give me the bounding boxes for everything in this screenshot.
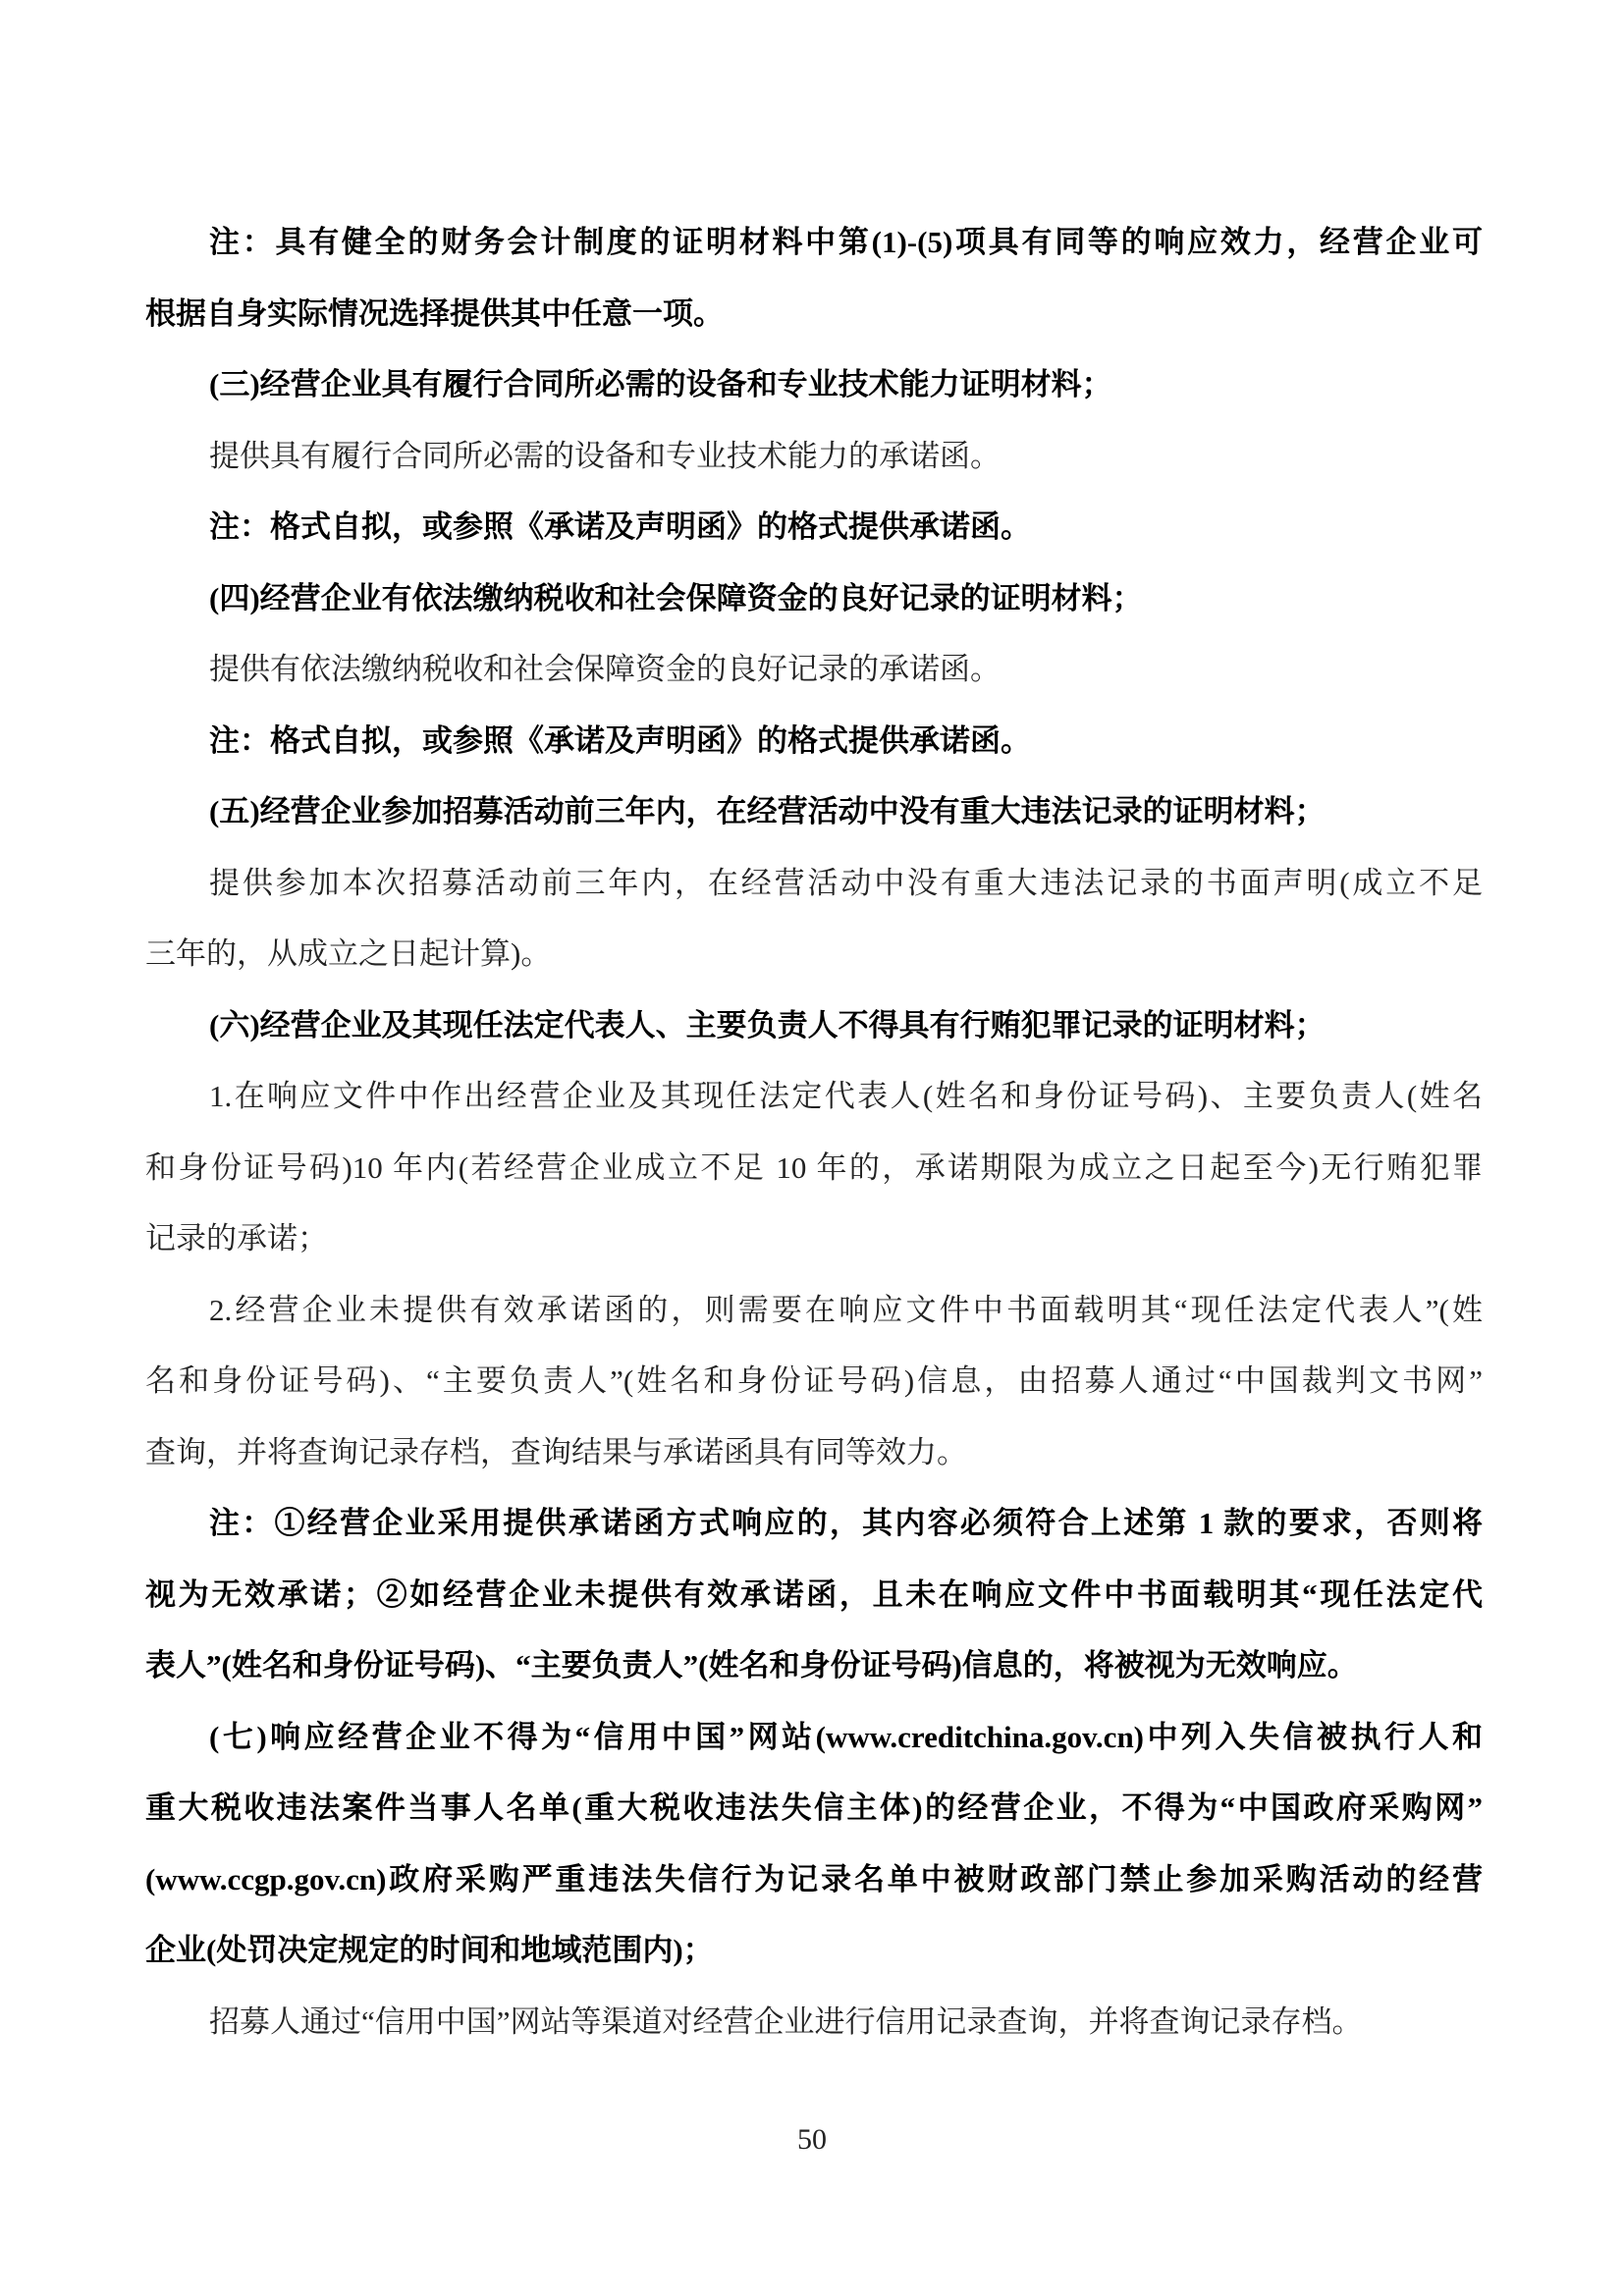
document-line: 注：格式自拟，或参照《承诺及声明函》的格式提供承诺函。 <box>209 722 1031 758</box>
document-line: 提供具有履行合同所必需的设备和专业技术能力的承诺函。 <box>209 438 1001 473</box>
document-line: 1.在响应文件中作出经营企业及其现任法定代表人(姓名和身份证号码)、主要负责人(姓名 <box>209 1079 1483 1113</box>
document-line: 和身份证号码)10 年内(若经营企业成立不足 10 年的，承诺期限为成立之日起至今)无行贿犯罪 <box>145 1149 1483 1185</box>
document-line: (四)经营企业有依法缴纳税收和社会保障资金的良好记录的证明材料； <box>209 580 1143 615</box>
document-line: 三年的，从成立之日起计算)。 <box>145 936 552 971</box>
document-line: 注：格式自拟，或参照《承诺及声明函》的格式提供承诺函。 <box>209 509 1031 544</box>
document-line: (七)响应经营企业不得为“信用中国”网站(www.creditchina.gov.cn)中列入失信被执行人和 <box>209 1719 1483 1754</box>
document-line: 名和身份证号码)、“主要负责人”(姓名和身份证号码)信息，由招募人通过“中国裁判文书网” <box>145 1363 1483 1398</box>
document-line: 招募人通过“信用中国”网站等渠道对经营企业进行信用记录查询，并将查询记录存档。 <box>209 2003 1363 2039</box>
document-line: 注：①经营企业采用提供承诺函方式响应的，其内容必须符合上述第 1 款的要求，否则将 <box>209 1506 1483 1540</box>
document-line: 表人”(姓名和身份证号码)、“主要负责人”(姓名和身份证号码)信息的，将被视为无效响应。 <box>145 1648 1358 1682</box>
document-line: 企业(处罚决定规定的时间和地域范围内)； <box>145 1933 714 1967</box>
document-line: 提供参加本次招募活动前三年内，在经营活动中没有重大违法记录的书面声明(成立不足 <box>209 865 1483 900</box>
document-line: 重大税收违法案件当事人名单(重大税收违法失信主体)的经营企业，不得为“中国政府采购网” <box>145 1790 1483 1825</box>
document-line: (五)经营企业参加招募活动前三年内，在经营活动中没有重大违法记录的证明材料； <box>209 794 1326 828</box>
document-line: 2.经营企业未提供有效承诺函的，则需要在响应文件中书面载明其“现任法定代表人”(姓 <box>209 1292 1483 1327</box>
document-line: (www.ccgp.gov.cn)政府采购严重违法失信行为记录名单中被财政部门禁止参加采购活动的经营 <box>145 1861 1483 1896</box>
document-line: 记录的承诺； <box>145 1221 328 1255</box>
document-line: 视为无效承诺；②如经营企业未提供有效承诺函，且未在响应文件中书面载明其“现任法定代 <box>145 1576 1483 1612</box>
document-line: 根据自身实际情况选择提供其中任意一项。 <box>145 295 724 331</box>
text-content <box>145 207 1483 2057</box>
document-line: 提供有依法缴纳税收和社会保障资金的良好记录的承诺函。 <box>209 652 1001 686</box>
document-line: (三)经营企业具有履行合同所必需的设备和专业技术能力证明材料； <box>209 367 1112 401</box>
page-number-footer <box>0 2120 1624 2160</box>
document-line: (六)经营企业及其现任法定代表人、主要负责人不得具有行贿犯罪记录的证明材料； <box>209 1007 1326 1042</box>
document-line: 注：具有健全的财务会计制度的证明材料中第(1)-(5)项具有同等的响应效力，经营企业可 <box>209 225 1483 259</box>
document-line: 查询，并将查询记录存档，查询结果与承诺函具有同等效力。 <box>145 1434 967 1469</box>
page-number: 50 <box>797 2123 827 2156</box>
